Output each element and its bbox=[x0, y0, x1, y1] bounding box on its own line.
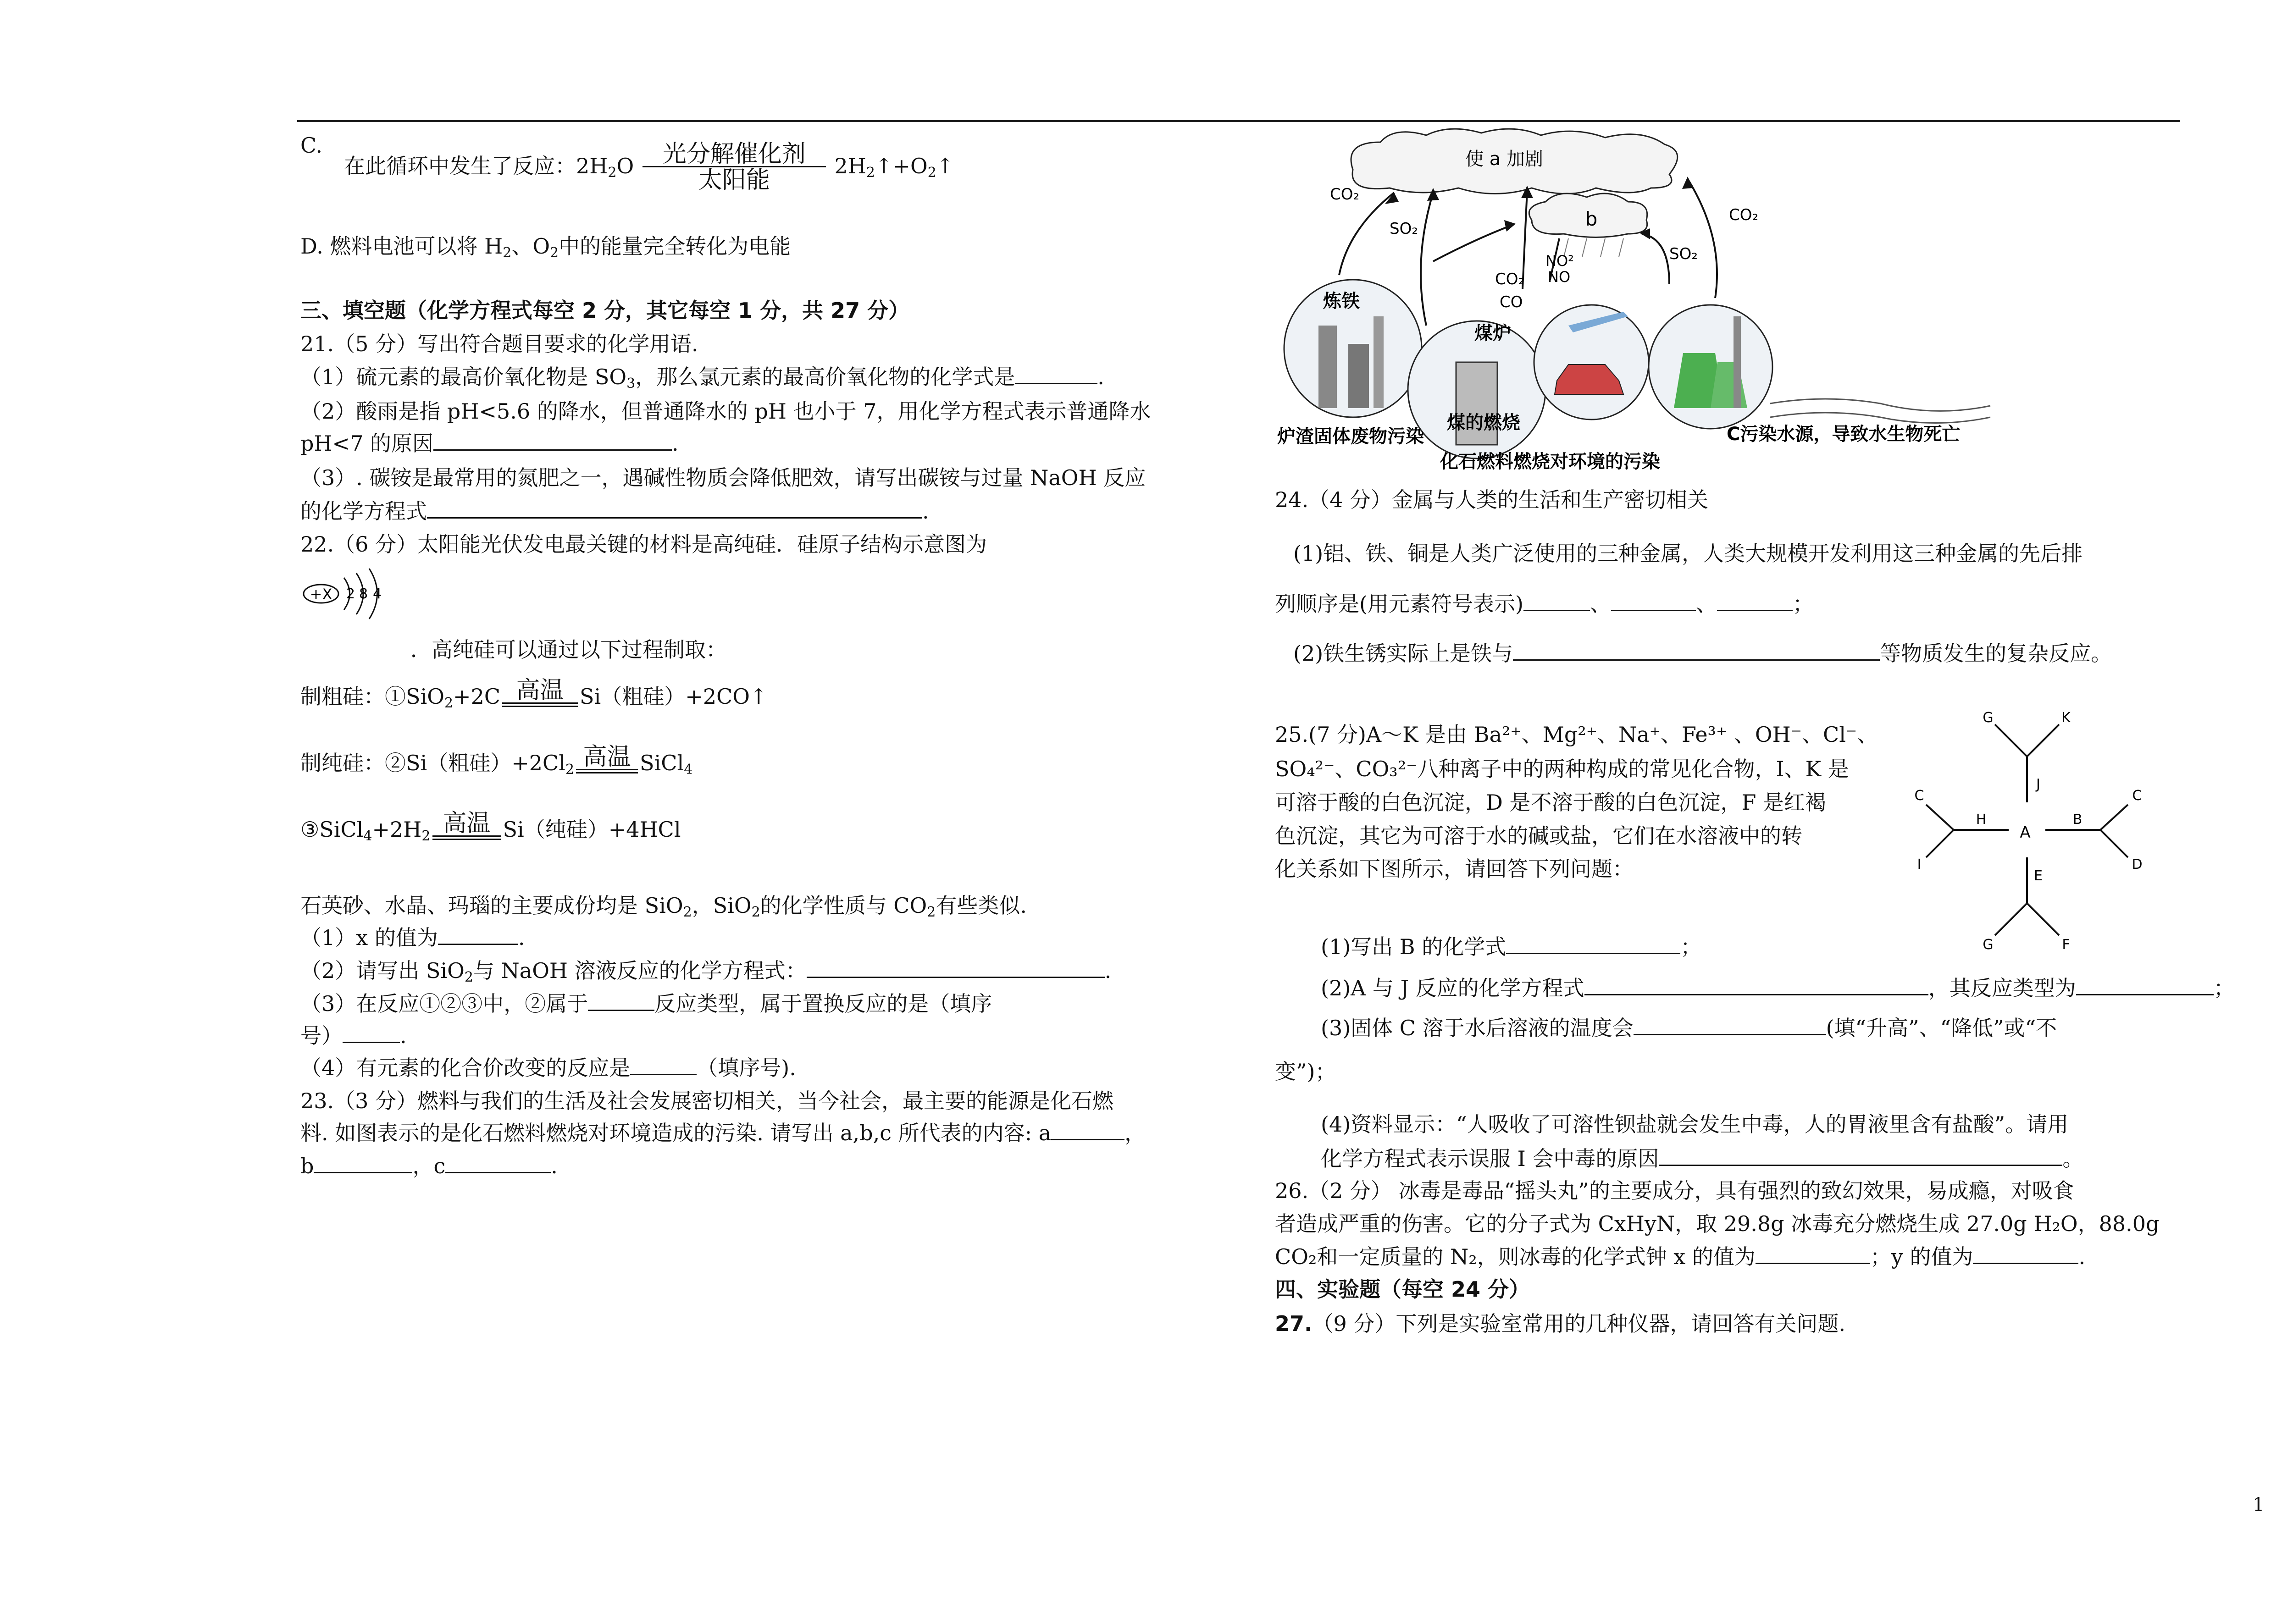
q26-line3: CO₂和一定质量的 N₂，则冰毒的化学式钟 x 的值为 ；y 的值为 . bbox=[1275, 1244, 2086, 1269]
q22-note-b: ，SiO bbox=[692, 893, 752, 918]
q24-part1-line2: 列顺序是(用元素符号表示) 、 、 ； bbox=[1275, 591, 1814, 616]
node-d: D bbox=[2132, 856, 2143, 873]
reaction-1-b: +2C bbox=[453, 684, 501, 709]
node-g-top: G bbox=[1983, 710, 1994, 726]
reaction-3-a: ③SiCl bbox=[300, 817, 364, 842]
q22-part3-a: （3）在反应①②③中，②属于 bbox=[300, 991, 588, 1016]
q25-line3: 可溶于酸的白色沉淀，D 是不溶于酸的白色沉淀，F 是红褐 bbox=[1275, 790, 1827, 815]
q22-part1-text: （1）x 的值为 bbox=[300, 925, 438, 950]
q21-stem: 21.（5 分）写出符合题目要求的化学用语. bbox=[300, 331, 698, 356]
reaction-tree-diagram bbox=[1889, 706, 2165, 981]
section-4-heading: 四、实验题（每空 24 分） bbox=[1275, 1277, 1530, 1302]
option-c-letter: C. bbox=[300, 133, 323, 158]
q25-part4-b: 化学方程式表示误服 I 会中毒的原因 bbox=[1321, 1146, 1659, 1171]
node-f: F bbox=[2062, 937, 2070, 953]
q25-part2-b: ，其反应类型为 bbox=[1928, 976, 2076, 1000]
q25-part1: (1)写出 B 的化学式 ； bbox=[1321, 934, 1702, 959]
answer-blank[interactable] bbox=[1717, 591, 1793, 611]
q24-part1-line1: (1)铝、铁、铜是人类广泛使用的三种金属，人类大规模开发利用这三种金属的先后排 bbox=[1293, 541, 2083, 566]
answer-blank[interactable] bbox=[1659, 1146, 2062, 1166]
node-g-bottom: G bbox=[1983, 937, 1994, 953]
reaction-1: 制粗硅：①SiO$_2$+2C 高温 Si（粗硅）+2CO↑ bbox=[300, 677, 768, 711]
q22-part3 bbox=[300, 991, 992, 1016]
q24-stem: 24.（4 分）金属与人类的生活和生产密切相关 bbox=[1275, 487, 1709, 512]
q22-note: 石英砂、水晶、玛瑙的主要成份均是 SiO$_2$，SiO$_2$的化学性质与 $CO_2$有些类似. bbox=[300, 893, 1027, 920]
q26-line3-b: ；y 的值为 bbox=[1870, 1244, 1973, 1269]
answer-blank[interactable] bbox=[1513, 641, 1880, 661]
section-3-heading: 三、填空题（化学方程式每空 2 分，其它每空 1 分，共 27 分） bbox=[300, 298, 910, 323]
q24-part2 bbox=[1293, 641, 2112, 666]
slag-label: 炉渣固体废物污染 bbox=[1277, 426, 1424, 447]
q26-line1: 26.（2 分） 冰毒是毒品“摇头丸”的主要成分，具有强烈的致幻效果，易成瘾，对吸食 bbox=[1275, 1178, 2074, 1203]
q21-part2-b: pH<7 的原因 bbox=[300, 431, 433, 456]
q27-text: （9 分）下列是实验室常用的几种仪器，请回答有关问题. bbox=[1312, 1311, 1846, 1336]
option-d-b: 、O bbox=[511, 234, 550, 259]
answer-blank[interactable] bbox=[1523, 591, 1590, 611]
q25-part1-text: (1)写出 B 的化学式 bbox=[1321, 934, 1507, 959]
q25-line4: 色沉淀，其它为可溶于水的碱或盐，它们在水溶液中的转 bbox=[1275, 823, 1802, 848]
q22-note-d: 有些类似. bbox=[936, 893, 1027, 918]
q25-part3 bbox=[1321, 1016, 2057, 1041]
option-c-reaction: 在此循环中发生了反应：$2H_2O$ 光分解催化剂 太阳能 $2H_2↑+O_2↑$ bbox=[344, 140, 954, 194]
condition-top: 高温 bbox=[583, 743, 631, 771]
node-j: J bbox=[2036, 776, 2040, 792]
answer-blank[interactable] bbox=[630, 1055, 697, 1075]
answer-blank[interactable] bbox=[807, 958, 1105, 978]
q25-part2-a: (2)A 与 J 反应的化学方程式 bbox=[1321, 976, 1584, 1000]
node-c-left: C bbox=[1914, 788, 1924, 804]
node-k: K bbox=[2061, 710, 2071, 726]
node-h: H bbox=[1976, 812, 1987, 828]
shell-2-electrons: 8 bbox=[359, 586, 368, 602]
page-number: 1 bbox=[2253, 1494, 2265, 1515]
co2-label-2: CO₂ bbox=[1729, 206, 1759, 224]
node-a: A bbox=[2020, 823, 2031, 842]
q22-after-diagram: ．高纯硅可以通过以下过程制取： bbox=[410, 637, 727, 662]
power-chimney bbox=[1734, 316, 1741, 408]
q21-part3-line1: （3）. 碳铵是最常用的氮肥之一，遇碱性物质会降低肥效，请写出碳铵与过量 NaOH 反应 bbox=[300, 465, 1146, 490]
reaction-3-b: +2H bbox=[372, 817, 422, 842]
q21-part3-b: 的化学方程式 bbox=[300, 499, 427, 524]
q22-note-c: 的化学性质与 CO bbox=[760, 893, 927, 918]
node-i: I bbox=[1917, 856, 1922, 873]
q25-line5: 化关系如下图所示，请回答下列问题： bbox=[1275, 856, 1634, 881]
q25-part3-b: (填“升高”、“降低”或“不 bbox=[1826, 1016, 2057, 1040]
option-c-arrow: ↑ bbox=[936, 154, 954, 179]
reaction-condition bbox=[432, 812, 501, 840]
q23-c-label: ，c bbox=[412, 1154, 446, 1178]
option-d-a: D. 燃料电池可以将 H bbox=[300, 234, 503, 259]
co-label: CO bbox=[1500, 293, 1523, 311]
cloud-top-label: 使 a 加剧 bbox=[1465, 149, 1543, 170]
q27-number: 27. bbox=[1275, 1311, 1313, 1336]
coal-burn-label: 煤的燃烧 bbox=[1447, 412, 1520, 433]
silicon-atom-diagram bbox=[300, 566, 392, 621]
so2-label-2: SO₂ bbox=[1669, 245, 1698, 263]
so2-label-1: SO₂ bbox=[1390, 220, 1418, 238]
option-c-o2: ↑+O bbox=[875, 154, 928, 179]
reaction-2-b: SiCl bbox=[640, 751, 684, 775]
q22-part2-a: （2）请写出 SiO bbox=[300, 958, 465, 983]
pollution-figure bbox=[1275, 124, 2009, 495]
water-wave-2 bbox=[1770, 413, 1990, 423]
node-c-right: C bbox=[2132, 788, 2142, 804]
reaction-condition bbox=[502, 679, 578, 707]
reaction-2-a: 制纯硅：②Si（粗硅）+2Cl bbox=[300, 751, 565, 775]
condition-top: 高温 bbox=[516, 677, 564, 704]
water-wave-1 bbox=[1770, 399, 1990, 411]
option-c-prefix: 在此循环中发生了反应：2H bbox=[344, 154, 608, 179]
q22-stem: 22.（6 分）太阳能光伏发电最关键的材料是高纯硅．硅原子结构示意图为 bbox=[300, 532, 987, 557]
answer-blank[interactable] bbox=[1584, 976, 1928, 995]
answer-blank[interactable] bbox=[314, 1154, 412, 1173]
option-d-c: 中的能量完全转化为电能 bbox=[559, 234, 791, 259]
ironworks-label: 炼铁 bbox=[1323, 291, 1360, 312]
q27-stem bbox=[1275, 1311, 1845, 1337]
cloud-b-label: b bbox=[1585, 208, 1598, 230]
no2-label: NO² bbox=[1545, 252, 1574, 270]
shell-3-electrons: 4 bbox=[373, 586, 382, 602]
answer-blank[interactable] bbox=[1973, 1244, 2078, 1264]
answer-blank[interactable] bbox=[438, 925, 518, 945]
q21-part3-line2: 的化学方程式 . bbox=[300, 499, 929, 524]
q23-line3: b ，c . bbox=[300, 1154, 558, 1178]
header-rule bbox=[297, 120, 2180, 122]
answer-blank[interactable] bbox=[1015, 365, 1097, 384]
q25-part4-line2: 化学方程式表示误服 I 会中毒的原因 。 bbox=[1321, 1146, 2084, 1171]
q22-part2-b: 与 NaOH 溶液反应的化学方程式： bbox=[473, 958, 807, 983]
q21-part1: （1）硫元素的最高价氧化物是 $SO_3$，那么氯元素的最高价氧化物的化学式是 . bbox=[300, 365, 1104, 392]
shell-1-electrons: 2 bbox=[346, 586, 355, 602]
reaction-3: $③SiCl_4+2H_2$ 高温 Si（纯硅）+4HCl bbox=[300, 810, 681, 844]
co2-label-3: CO₂ bbox=[1495, 270, 1525, 288]
option-d: D. 燃料电池可以将 $H_2$、$O_2$中的能量完全转化为电能 bbox=[300, 234, 791, 261]
q22-part1: （1）x 的值为 . bbox=[300, 925, 525, 950]
q22-part3-c: 号） bbox=[300, 1023, 343, 1048]
reaction-2: 制纯硅：②Si（粗硅）$+2Cl_2$ 高温 SiCl$_4$ bbox=[300, 743, 693, 778]
answer-blank[interactable] bbox=[445, 1154, 551, 1173]
reaction-condition bbox=[576, 745, 638, 773]
q22-part4-b: （填序号). bbox=[697, 1055, 796, 1080]
q23-line2: 料. 如图表示的是化石燃料燃烧对环境造成的污染. 请写出 a,b,c 所代表的内容: a ， bbox=[300, 1121, 1146, 1145]
answer-blank[interactable] bbox=[1611, 591, 1696, 611]
q22-part4 bbox=[300, 1055, 796, 1081]
q22-part3-cont: 号） . bbox=[300, 1023, 407, 1048]
q23-line2-text: 料. 如图表示的是化石燃料燃烧对环境造成的污染. 请写出 a,b,c 所代表的内容: a bbox=[300, 1121, 1052, 1145]
answer-blank[interactable] bbox=[1506, 934, 1680, 954]
q22-note-a: 石英砂、水晶、玛瑙的主要成份均是 SiO bbox=[300, 893, 683, 918]
q22-part2: （2）请写出 SiO$_2$与 NaOH 溶液反应的化学方程式： . bbox=[300, 958, 1112, 985]
water-pollution-label: C污染水源，导致水生物死亡 bbox=[1727, 424, 1961, 445]
ironworks-stack bbox=[1318, 326, 1337, 408]
q25-part2: (2)A 与 J 反应的化学方程式 ，其反应类型为 ； bbox=[1321, 976, 2235, 1000]
q21-part2-line2: pH<7 的原因 . bbox=[300, 431, 679, 456]
q26-line3-a: CO₂和一定质量的 N₂，则冰毒的化学式钟 x 的值为 bbox=[1275, 1244, 1756, 1269]
q21-part1-a: （1）硫元素的最高价氧化物是 SO bbox=[300, 365, 627, 389]
q22-part3-b: 反应类型，属于置换反应的是（填序 bbox=[654, 991, 992, 1016]
node-b: B bbox=[2072, 812, 2083, 828]
reaction-1-c: Si（粗硅）+2CO↑ bbox=[580, 684, 768, 709]
reaction-3-c: Si（纯硅）+4HCl bbox=[503, 817, 681, 842]
option-c-o: O bbox=[616, 154, 634, 179]
condition-bottom: 太阳能 bbox=[698, 166, 770, 194]
figure-caption: 化石燃料燃烧对环境的污染 bbox=[1440, 451, 1660, 472]
nucleus-label: +X bbox=[310, 586, 332, 603]
reaction-1-a: 制粗硅：①SiO bbox=[300, 684, 444, 709]
q25-part3-cont: 变”)； bbox=[1275, 1059, 1336, 1084]
q26-line2: 者造成严重的伤害。它的分子式为 CxHyN，取 29.8g 冰毒充分燃烧生成 27.0g H₂O，88.0g bbox=[1275, 1211, 2160, 1236]
q21-part2-line1: （2）酸雨是指 pH<5.6 的降水，但普通降水的 pH 也小于 7，用化学方程式表示普通降水 bbox=[300, 399, 1151, 424]
ironworks-tower bbox=[1348, 344, 1369, 408]
answer-blank[interactable] bbox=[343, 1023, 400, 1043]
node-e: E bbox=[2034, 868, 2043, 884]
q23-line1: 23.（3 分）燃料与我们的生活及社会发展密切相关，当今社会，最主要的能源是化石燃 bbox=[300, 1088, 1114, 1113]
answer-blank[interactable] bbox=[433, 431, 672, 451]
q22-part4-a: （4）有元素的化合价改变的反应是 bbox=[300, 1055, 631, 1080]
q25-line2: SO₄²⁻、CO₃²⁻八种离子中的两种构成的常见化合物，I、K 是 bbox=[1275, 757, 1849, 781]
q25-line1: 25.(7 分)A～K 是由 Ba²⁺、Mg²⁺、Na⁺、Fe³⁺ 、OH⁻、Cl⁻、 bbox=[1275, 722, 1878, 747]
q23-b-label: b bbox=[300, 1154, 314, 1178]
answer-blank[interactable] bbox=[427, 499, 922, 519]
answer-blank[interactable] bbox=[1634, 1016, 1826, 1035]
q24-part1-b: 列顺序是(用元素符号表示) bbox=[1275, 591, 1523, 616]
condition-top: 光分解催化剂 bbox=[662, 140, 806, 168]
answer-blank[interactable] bbox=[1051, 1121, 1124, 1140]
no-label: NO bbox=[1548, 268, 1571, 286]
option-c-h2: 2H bbox=[834, 154, 866, 179]
q25-part4-line1: (4)资料显示：“人吸收了可溶性钡盐就会发生中毒，人的胃液里含有盐酸”。请用 bbox=[1321, 1112, 2069, 1137]
answer-blank[interactable] bbox=[588, 991, 654, 1011]
coal-stove-label: 煤炉 bbox=[1474, 323, 1511, 344]
condition-top: 高温 bbox=[443, 810, 491, 837]
answer-blank[interactable] bbox=[1756, 1244, 1870, 1264]
q25-part3-a: (3)固体 C 溶于水后溶液的温度会 bbox=[1321, 1016, 1634, 1040]
q21-part1-b: ，那么氯元素的最高价氧化物的化学式是 bbox=[635, 365, 1015, 389]
q24-part2-a: (2)铁生锈实际上是铁与 bbox=[1293, 641, 1513, 666]
co2-label-1: CO₂ bbox=[1330, 185, 1360, 204]
q24-part2-b: 等物质发生的复杂反应。 bbox=[1880, 641, 2112, 666]
reaction-condition bbox=[642, 142, 826, 193]
ironworks-chimney bbox=[1374, 316, 1384, 408]
